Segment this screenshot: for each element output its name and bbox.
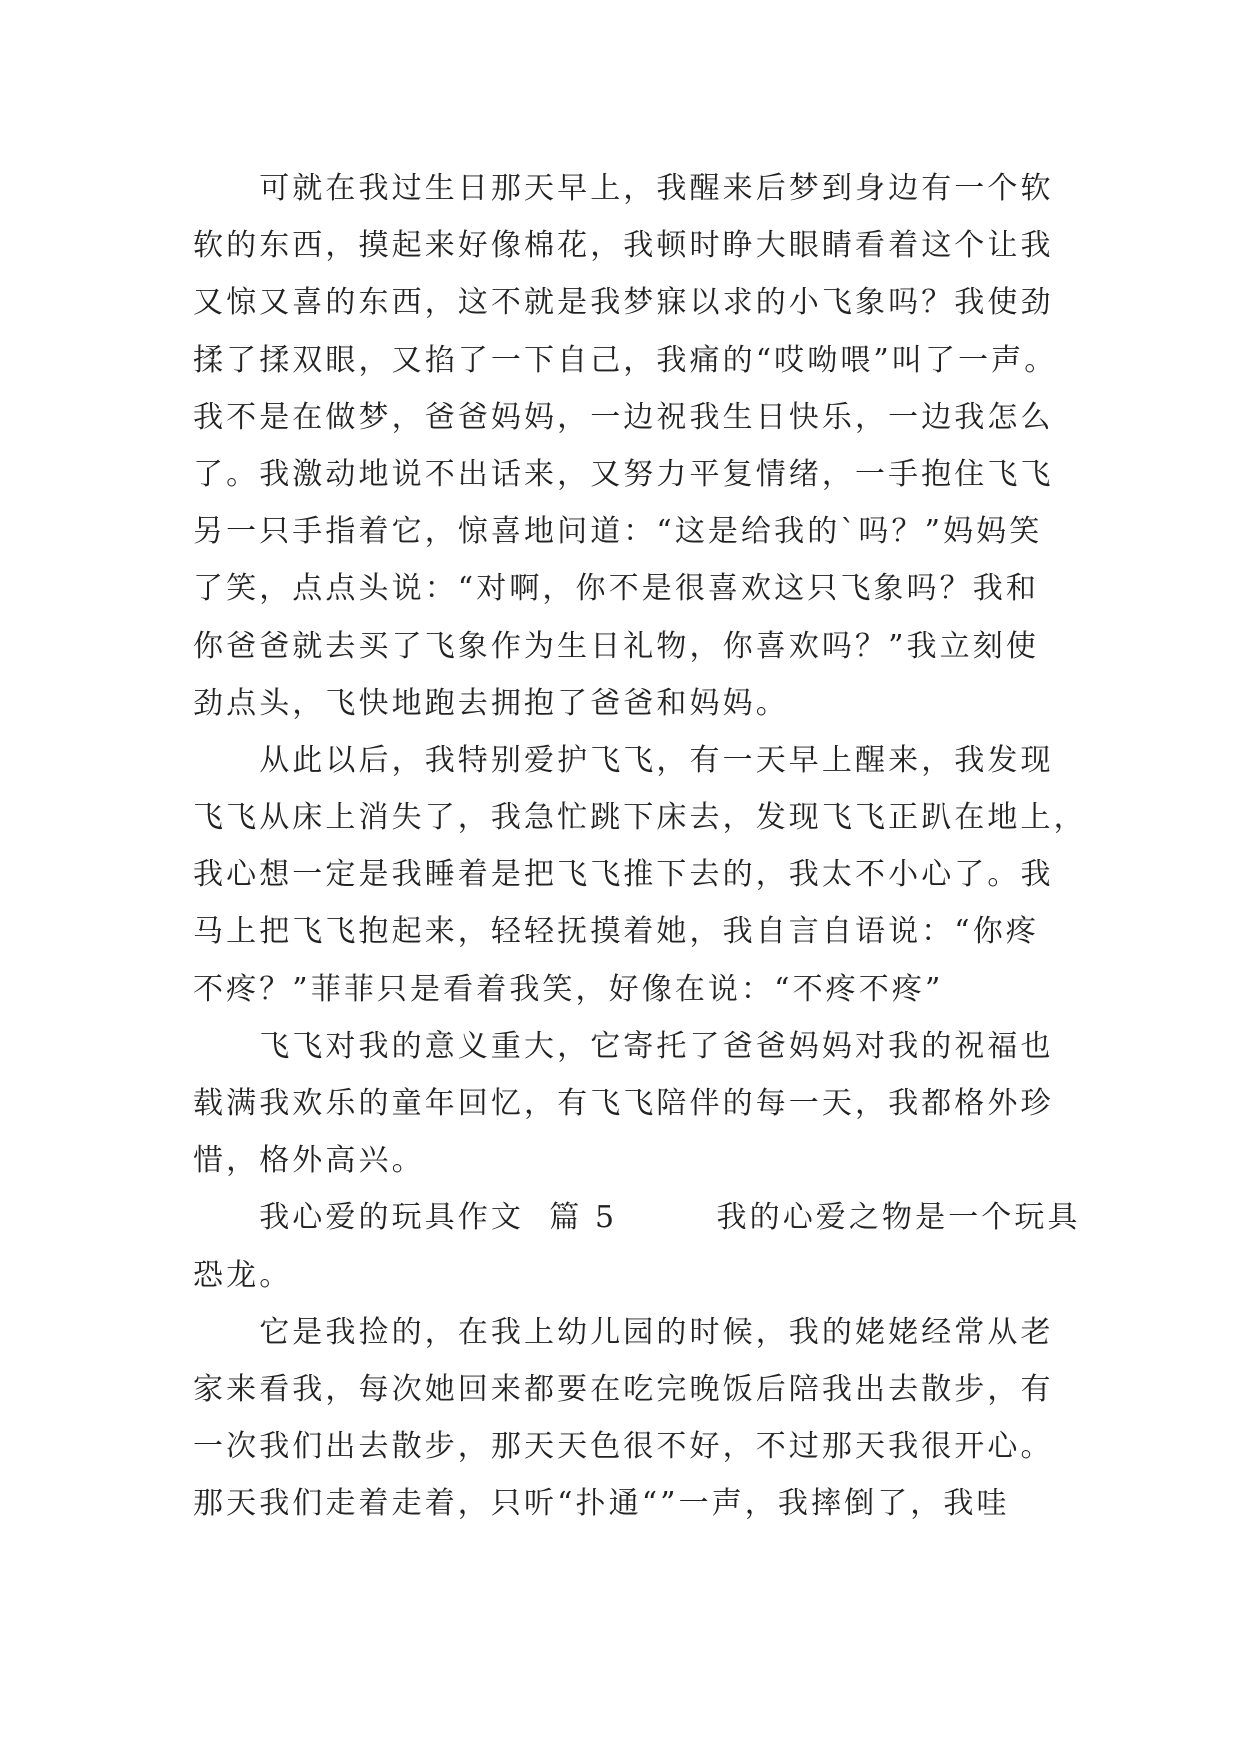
section-heading-line: 我心爱的玩具作文 篇 5 我的心爱之物是一个玩具 [193,1200,1081,1236]
text-line: 家来看我，每次她回来都要在吃完晚饭后陪我出去散步，有 [193,1371,1054,1407]
text-line: 我心想一定是我睡着是把飞飞推下去的，我太不小心了。我 [193,857,1054,893]
text-line: 飞飞从床上消失了，我急忙跳下床去，发现飞飞正趴在地上， [193,800,1087,836]
text-line: 飞飞对我的意义重大，它寄托了爸爸妈妈对我的祝福也 [193,1028,1054,1064]
text-line: 那天我们走着走着，只听“扑通“”一声，我摔倒了，我哇 [193,1486,1010,1522]
text-line: 从此以后，我特别爱护飞飞，有一天早上醒来，我发现 [193,742,1054,778]
text-line: 你爸爸就去买了飞象作为生日礼物，你喜欢吗？”我立刻使 [193,628,1039,664]
text-line: 一次我们出去散步，那天天色很不好，不过那天我很开心。 [193,1429,1054,1465]
body-text [193,160,1093,1533]
text-line: 了笑，点点头说：“对啊，你不是很喜欢这只飞象吗？我和 [193,571,1039,607]
text-line: 了。我激动地说不出话来，又努力平复情绪，一手抱住飞飞 [193,456,1054,492]
text-line: 软的东西，摸起来好像棉花，我顿时睁大眼睛看着这个让我 [193,228,1054,264]
text-line: 它是我捡的，在我上幼儿园的时候，我的姥姥经常从老 [193,1314,1054,1350]
text-line: 恐龙。 [193,1257,293,1293]
text-line: 我不是在做梦，爸爸妈妈，一边祝我生日快乐，一边我怎么 [193,399,1054,435]
text-line: 惜，格外高兴。 [193,1143,425,1179]
text-line: 不疼？”菲菲只是看着我笑，好像在说：“不疼不疼” [193,971,944,1007]
text-line: 马上把飞飞抱起来，轻轻抚摸着她，我自言自语说：“你疼 [193,914,1039,950]
text-line: 揉了揉双眼，又掐了一下自己，我痛的“哎呦喂”叫了一声。 [193,342,1058,378]
text-line: 载满我欢乐的童年回忆，有飞飞陪伴的每一天，我都格外珍 [193,1086,1054,1121]
text-line: 可就在我过生日那天早上，我醒来后梦到身边有一个软 [193,171,1054,206]
text-line: 另一只手指着它，惊喜地问道：“这是给我的`吗？”妈妈笑 [193,514,1043,550]
text-line: 又惊又喜的东西，这不就是我梦寐以求的小飞象吗？我使劲 [193,285,1054,321]
text-line: 劲点头，飞快地跑去拥抱了爸爸和妈妈。 [193,685,789,721]
